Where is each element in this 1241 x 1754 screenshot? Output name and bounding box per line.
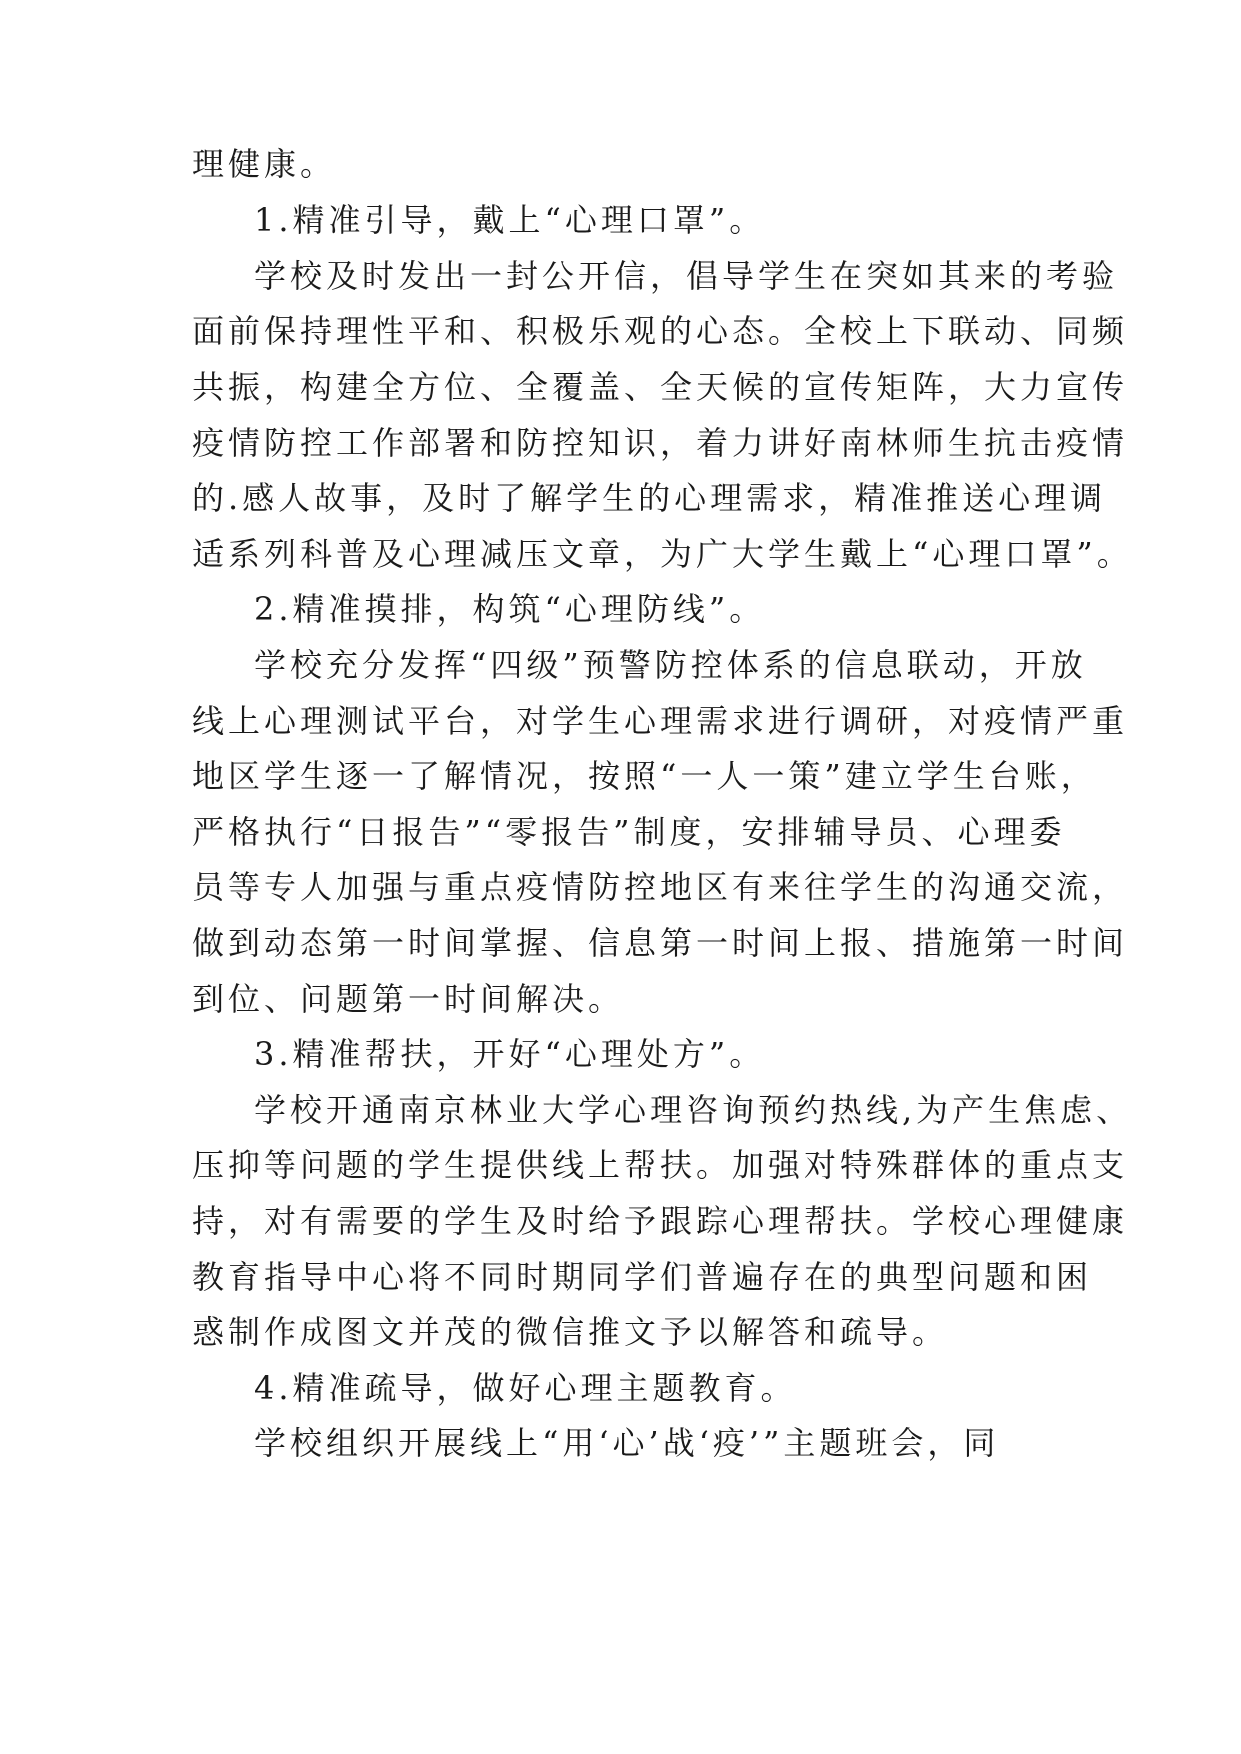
- paragraph-line: 学校充分发挥“四级”预警防控体系的信息联动，开放: [254, 646, 1087, 684]
- paragraph-line: 共振，构建全方位、全覆盖、全天候的宣传矩阵，大力宣传: [192, 368, 1129, 406]
- section-heading: 3.精准帮扶，开好“心理处方”。: [254, 1035, 766, 1073]
- paragraph-line: 学校及时发出一封公开信，倡导学生在突如其来的考验: [254, 257, 1119, 295]
- paragraph-line: 面前保持理性平和、积极乐观的心态。全校上下联动、同频: [192, 312, 1129, 350]
- paragraph-line: 严格执行“日报告”“零报告”制度，安排辅导员、心理委: [192, 813, 1066, 851]
- paragraph-line: 惑制作成图文并茂的微信推文予以解答和疏导。: [192, 1313, 949, 1351]
- paragraph-line: 适系列科普及心理减压文章，为广大学生戴上“心理口罩”。: [192, 535, 1133, 573]
- section-heading: 4.精准疏导，做好心理主题教育。: [254, 1369, 797, 1407]
- paragraph-line: 线上心理测试平台，对学生心理需求进行调研，对疫情严重: [192, 702, 1129, 740]
- paragraph-line: 地区学生逐一了解情况，按照“一人一策”建立学生台账，: [192, 757, 1097, 795]
- section-heading: 1.精准引导，戴上“心理口罩”。: [254, 201, 766, 239]
- paragraph-line: 做到动态第一时间掌握、信息第一时间上报、措施第一时间: [192, 924, 1129, 962]
- paragraph-line: 教育指导中心将不同时期同学们普遍存在的典型问题和困: [192, 1258, 1093, 1296]
- paragraph-line: 疫情防控工作部署和防控知识，着力讲好南林师生抗击疫情: [192, 424, 1129, 462]
- paragraph-line: 到位、问题第一时间解决。: [192, 980, 625, 1018]
- paragraph-line: 员等专人加强与重点疫情防控地区有来往学生的沟通交流，: [192, 868, 1129, 906]
- paragraph-line: 学校开通南京林业大学心理咨询预约热线,为产生焦虑、: [254, 1091, 1133, 1129]
- paragraph-line: 压抑等问题的学生提供线上帮扶。加强对特殊群体的重点支: [192, 1146, 1129, 1184]
- paragraph-line: 持，对有需要的学生及时给予跟踪心理帮扶。学校心理健康: [192, 1202, 1129, 1240]
- paragraph-line: 的.感人故事，及时了解学生的心理需求，精准推送心理调: [192, 479, 1107, 517]
- text-line: 理健康。: [192, 145, 337, 183]
- paragraph-line: 学校组织开展线上“用‘心’战‘疫’”主题班会，同: [254, 1424, 1000, 1462]
- section-heading: 2.精准摸排，构筑“心理防线”。: [254, 590, 766, 628]
